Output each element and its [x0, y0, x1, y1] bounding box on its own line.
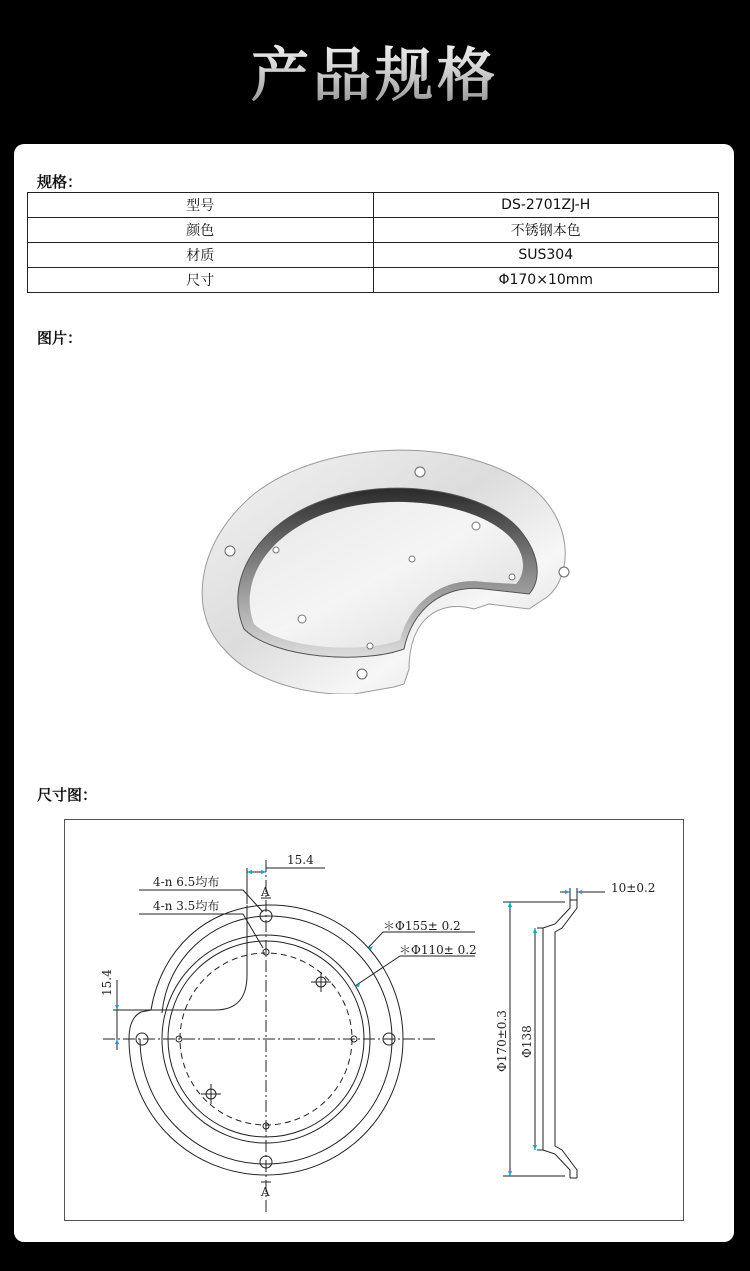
dim-height: 10±0.2	[611, 881, 656, 895]
spec-value-cell: DS-2701ZJ-H	[373, 193, 719, 218]
technical-drawing	[64, 819, 684, 1221]
dim-dia-170: Φ170±0.3	[495, 1010, 509, 1072]
section-mark-top: A	[261, 885, 270, 899]
spec-name-cell: 型号	[28, 193, 374, 218]
section-mark-bottom: A	[261, 1185, 270, 1199]
drawing-section-label: 尺寸图：	[37, 786, 98, 804]
spec-table	[27, 192, 719, 293]
spec-name-cell: 尺寸	[28, 268, 374, 293]
spec-value-cell: Φ170×10mm	[373, 268, 719, 293]
note-holes-large: 4-n 6.5均布	[153, 875, 220, 889]
table-row	[28, 218, 719, 243]
spec-section-label: 规格：	[37, 173, 83, 191]
product-photo	[184, 434, 584, 694]
dim-dia-138: Φ138	[520, 1025, 534, 1058]
dim-left-offset: 15.4	[100, 969, 114, 996]
table-row	[28, 268, 719, 293]
dim-dia-155: ＊Φ155± 0.2	[383, 919, 461, 933]
drawing-canvas	[65, 820, 685, 1222]
spec-name-cell: 颜色	[28, 218, 374, 243]
dim-top-offset: 15.4	[287, 853, 314, 867]
table-row	[28, 193, 719, 218]
page-title: 产品规格	[251, 28, 499, 112]
photo-section-label: 图片：	[37, 329, 83, 347]
spec-card	[14, 144, 734, 1242]
spec-value-cell: SUS304	[373, 243, 719, 268]
note-holes-small: 4-n 3.5均布	[153, 899, 220, 913]
table-row	[28, 243, 719, 268]
header	[0, 0, 750, 140]
spec-value-cell: 不锈钢本色	[373, 218, 719, 243]
spec-name-cell: 材质	[28, 243, 374, 268]
dim-dia-110: ＊Φ110± 0.2	[399, 943, 477, 957]
